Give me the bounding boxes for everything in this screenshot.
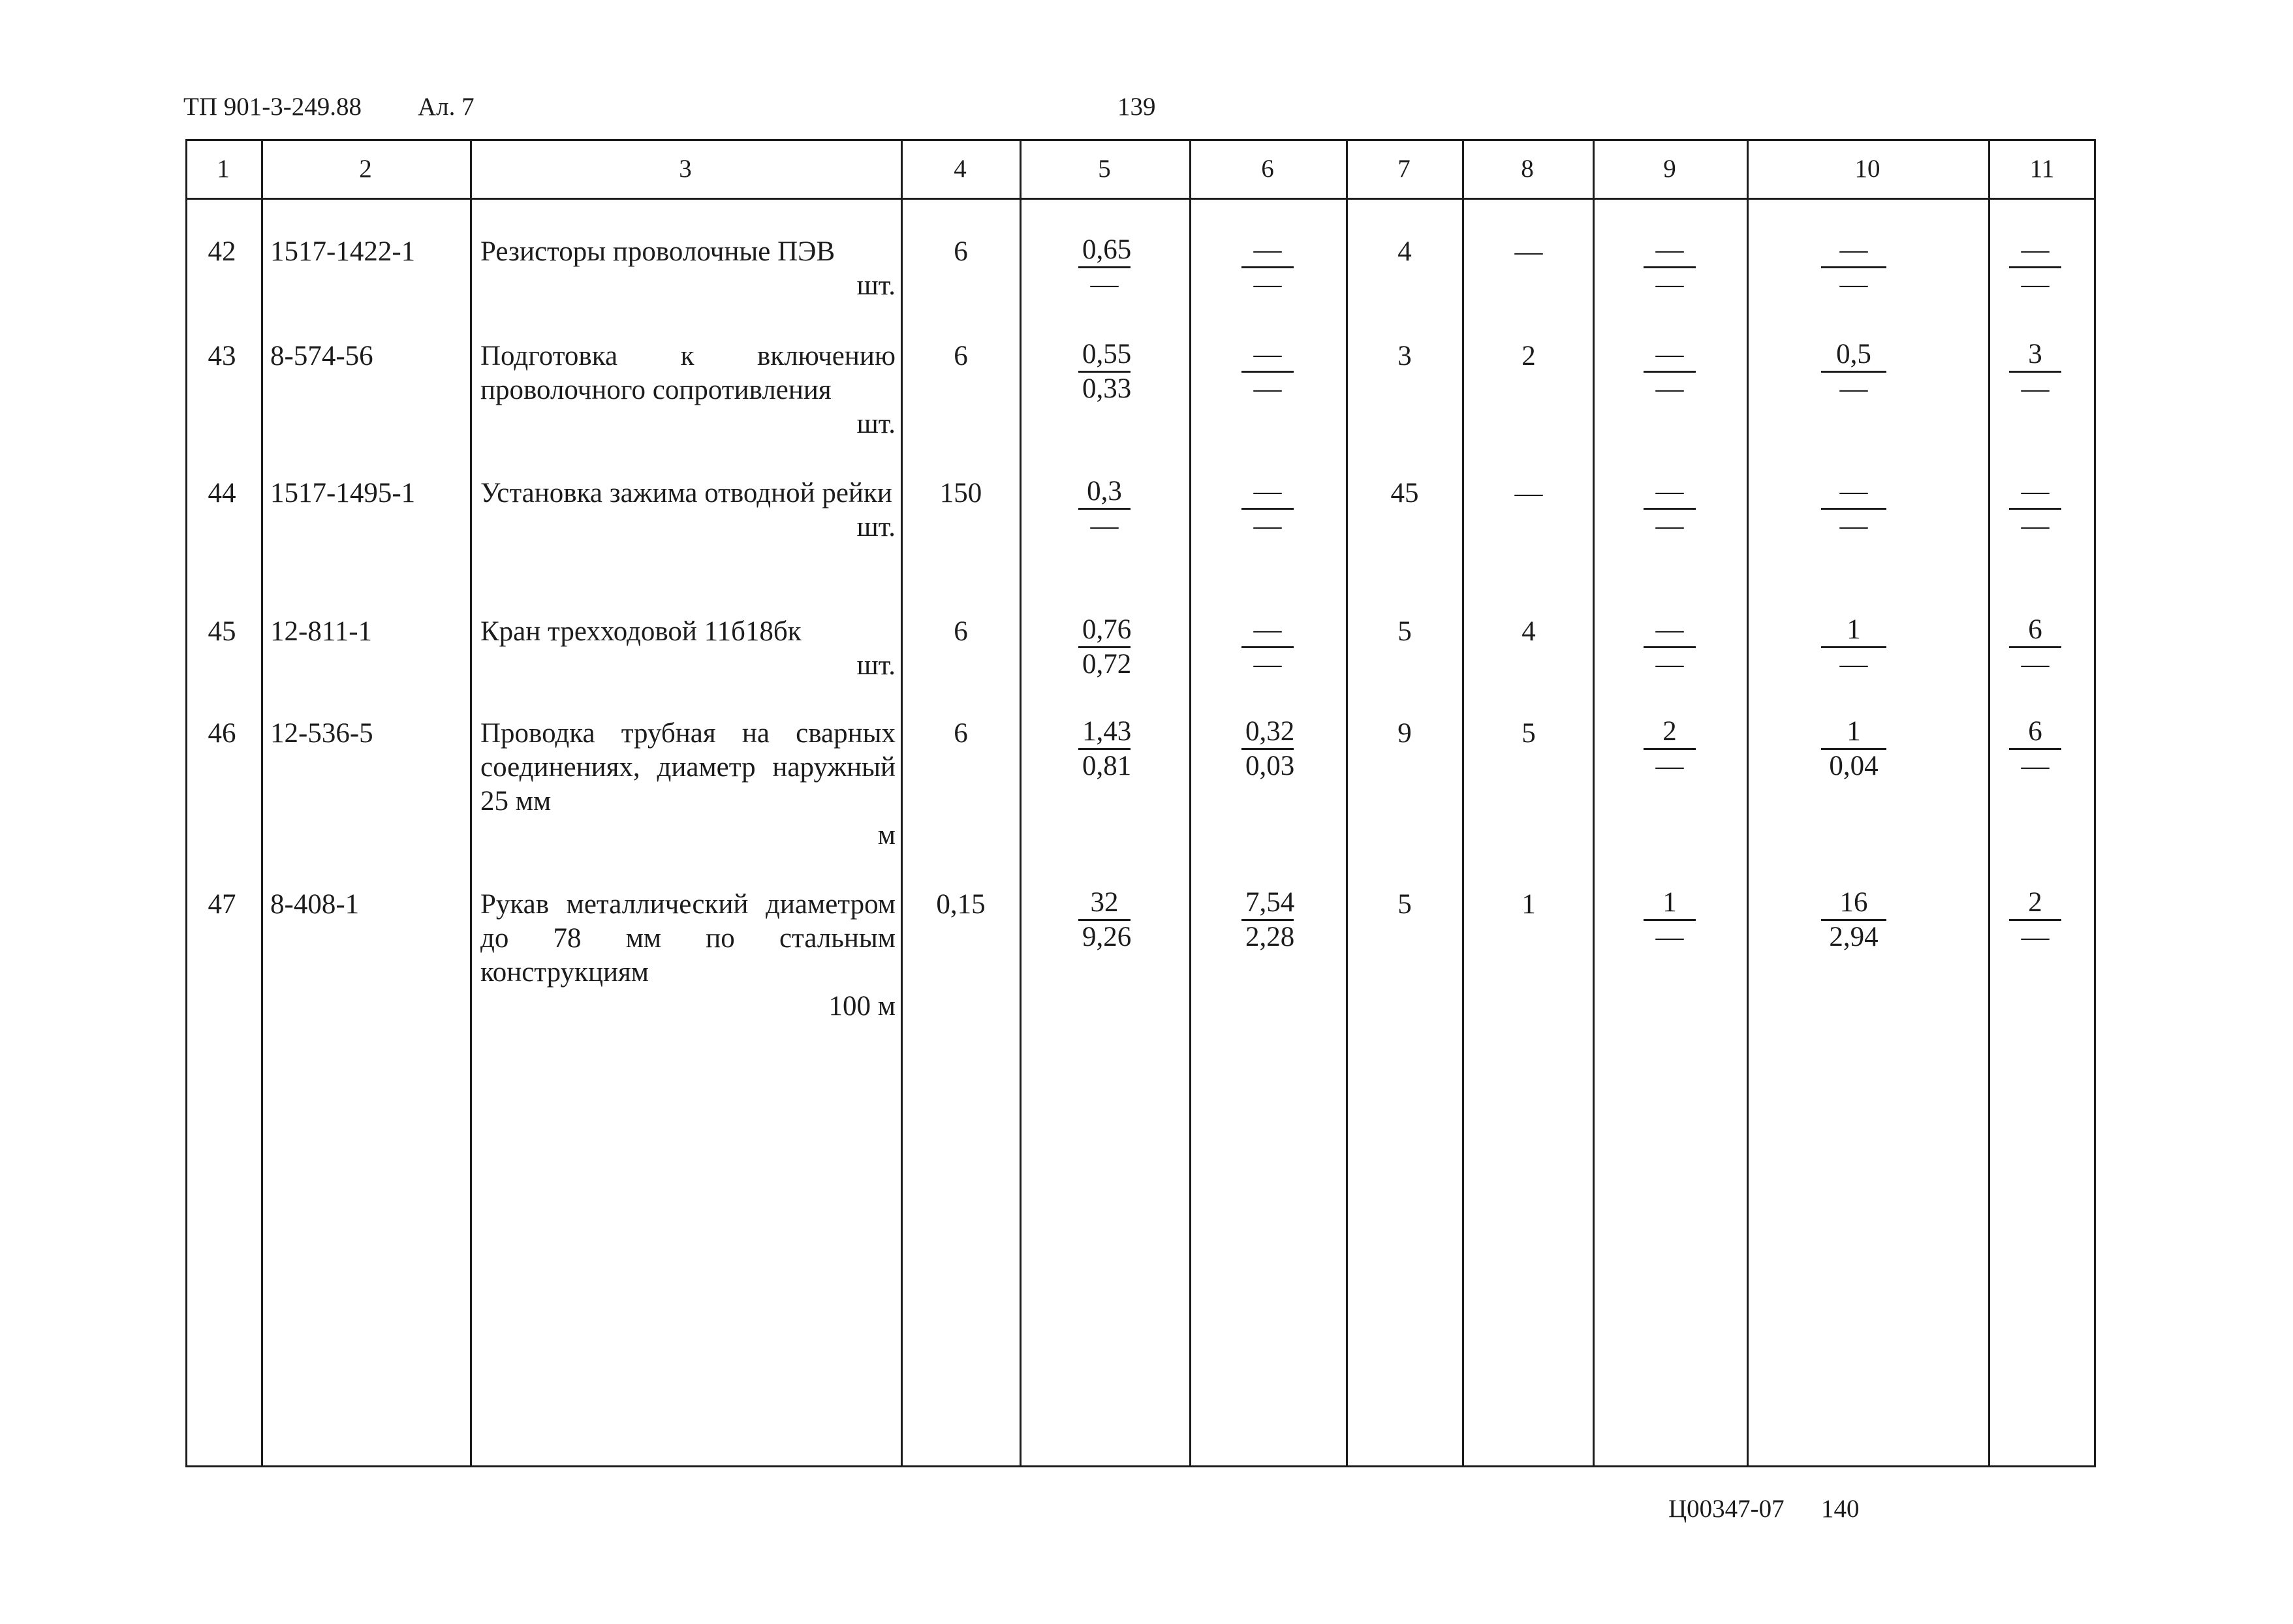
row-number: 44 xyxy=(208,478,236,508)
fraction-cell: — — xyxy=(1241,475,1294,542)
column-divider xyxy=(1747,139,1749,1467)
cell-value: 2 xyxy=(1521,341,1536,371)
column-divider xyxy=(901,139,903,1467)
fraction-cell: — — xyxy=(1241,234,1294,301)
fraction-cell: 2 — xyxy=(1644,715,1696,783)
unit-of-measure: шт. xyxy=(856,409,896,439)
fraction-cell: $\frac{1,43}{0,81}$ xyxy=(1078,715,1131,783)
fraction-cell: 6 — xyxy=(2009,715,2061,783)
work-description: Установка зажима отводной рейки шт. xyxy=(480,476,896,544)
document-code: ТП 901-3-249.88 xyxy=(183,93,362,121)
fraction-cell: 0,5 — xyxy=(1821,338,1886,405)
unit-of-measure: шт. xyxy=(856,270,896,301)
quantity: 6 xyxy=(954,341,968,371)
fraction-cell: — — xyxy=(1821,475,1886,542)
cell-value: 5 xyxy=(1397,889,1412,920)
sheet-number: Ал. 7 xyxy=(418,93,475,121)
norm-code: 12-811-1 xyxy=(270,616,373,647)
fraction-cell: 6 — xyxy=(2009,614,2061,681)
norm-code: 1517-1495-1 xyxy=(270,478,416,508)
fraction-cell: — — xyxy=(1241,614,1294,681)
unit-of-measure: 100 м xyxy=(828,991,896,1022)
cell-value: 4 xyxy=(1397,236,1412,267)
norm-code: 8-574-56 xyxy=(270,341,373,371)
row-number: 45 xyxy=(208,616,236,647)
fraction-cell: — — xyxy=(1241,338,1294,405)
fraction-cell: $\frac{7,54}{2,28}$ xyxy=(1241,886,1294,954)
column-header: 2 xyxy=(359,154,372,183)
column-header: 1 xyxy=(217,154,230,183)
fraction-cell: — — xyxy=(2009,234,2061,301)
column-divider xyxy=(1189,139,1191,1467)
cell-value: 5 xyxy=(1397,616,1412,647)
column-header: 4 xyxy=(954,154,967,183)
cell-value: 3 xyxy=(1397,341,1412,371)
column-divider xyxy=(261,139,263,1467)
fraction-cell: — — xyxy=(2009,475,2061,542)
work-description: Рукав металлический диаметром до 78 мм по стальным конструкциям 100 м xyxy=(480,888,896,1023)
column-divider xyxy=(1988,139,1990,1467)
norm-code: 8-408-1 xyxy=(270,889,360,920)
cell-value: — xyxy=(1514,236,1543,267)
work-description: Резисторы проволочные ПЭВ шт. xyxy=(480,235,896,303)
cell-value: 1 xyxy=(1521,889,1536,920)
row-number: 47 xyxy=(208,889,236,920)
column-divider xyxy=(470,139,472,1467)
fraction-cell: $\frac{0,32}{0,03}$ xyxy=(1241,715,1294,783)
unit-of-measure: шт. xyxy=(856,650,896,681)
quantity: 0,15 xyxy=(936,889,986,920)
fraction-cell: 0,3 — xyxy=(1078,475,1131,542)
work-description: Проводка трубная на сварных соединениях, диаметр наружный 25 мм м xyxy=(480,717,896,852)
row-number: 42 xyxy=(208,236,236,267)
column-header: 10 xyxy=(1854,154,1880,183)
column-header: 5 xyxy=(1098,154,1111,183)
page-number: 139 xyxy=(1117,93,1156,121)
fraction-cell: — — xyxy=(1644,234,1696,301)
work-description: Кран трехходовой 11б18бк шт. xyxy=(480,615,896,683)
column-header: 9 xyxy=(1663,154,1676,183)
cell-value: 9 xyxy=(1397,718,1412,749)
fraction-cell: 2 — xyxy=(2009,886,2061,954)
unit-of-measure: шт. xyxy=(856,512,896,542)
row-number: 43 xyxy=(208,341,236,371)
fraction-cell: $\frac{0,55}{0,33}$ xyxy=(1078,338,1131,405)
fraction-cell: 0,65 — xyxy=(1078,234,1131,301)
column-header: 7 xyxy=(1397,154,1411,183)
column-divider xyxy=(1020,139,1022,1467)
norm-code: 1517-1422-1 xyxy=(270,236,416,267)
quantity: 6 xyxy=(954,718,968,749)
fraction-cell: $\frac{1}{0,04}$ xyxy=(1821,715,1886,783)
column-header: 6 xyxy=(1261,154,1274,183)
cell-value: 5 xyxy=(1521,718,1536,749)
fraction-cell: 1 — xyxy=(1821,614,1886,681)
column-header: 11 xyxy=(2029,154,2055,183)
fraction-cell: $\frac{32}{9,26}$ xyxy=(1078,886,1131,954)
norm-code: 12-536-5 xyxy=(270,718,373,749)
quantity: 150 xyxy=(939,478,982,508)
header-divider xyxy=(185,198,2096,200)
archive-stamp-code: Ц00347-07 xyxy=(1668,1495,1785,1523)
cell-value: 4 xyxy=(1521,616,1536,647)
column-divider xyxy=(1462,139,1464,1467)
cell-value: — xyxy=(1514,478,1543,508)
column-header: 8 xyxy=(1521,154,1534,183)
fraction-cell: 3 — xyxy=(2009,338,2061,405)
fraction-cell: $\frac{0,76}{0,72}$ xyxy=(1078,614,1131,681)
column-divider xyxy=(1346,139,1348,1467)
archive-stamp-page: 140 xyxy=(1821,1495,1860,1523)
table-frame xyxy=(185,139,2096,1467)
fraction-cell: — — xyxy=(1821,234,1886,301)
work-description: Подготовка к включению проволочного сопротивления шт. xyxy=(480,339,896,441)
column-header: 3 xyxy=(679,154,692,183)
quantity: 6 xyxy=(954,236,968,267)
unit-of-measure: м xyxy=(877,820,896,851)
fraction-cell: — — xyxy=(1644,475,1696,542)
fraction-cell: $\frac{16}{2,94}$ xyxy=(1821,886,1886,954)
fraction-cell: — — xyxy=(1644,338,1696,405)
fraction-cell: — — xyxy=(1644,614,1696,681)
column-divider xyxy=(1593,139,1595,1467)
row-number: 46 xyxy=(208,718,236,749)
cell-value: 45 xyxy=(1390,478,1419,508)
fraction-cell: 1 — xyxy=(1644,886,1696,954)
quantity: 6 xyxy=(954,616,968,647)
